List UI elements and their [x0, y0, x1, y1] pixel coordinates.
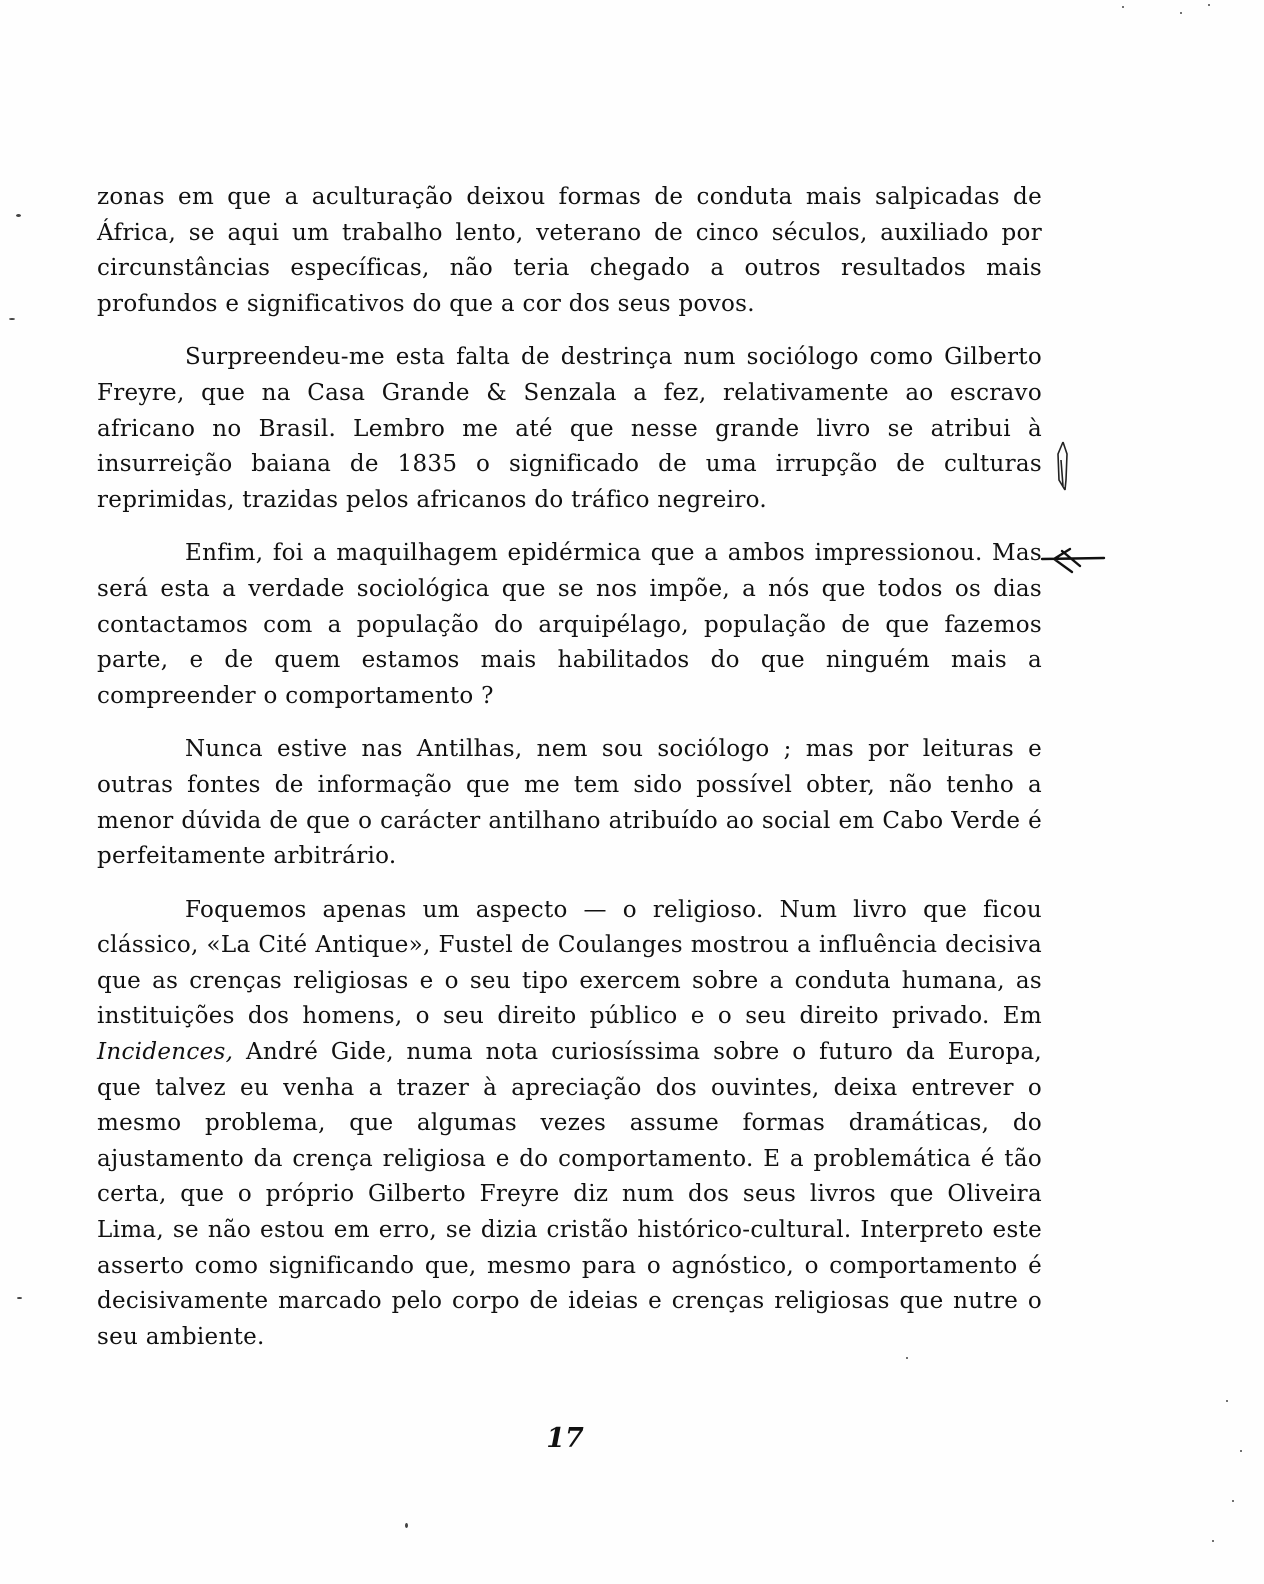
paragraph-text: Foquemos apenas um aspecto — o religioso. Num livro que ficou clássico, «La Cité Antique», Fustel de Coulanges mostrou a influência decisiva que as crenças religiosas e o seu tipo exercem sobre a conduta humana, as instituições dos homens, o seu direito público e o seu direito privado. Em: [97, 896, 1042, 1030]
paragraph-text: zonas em que a aculturação deixou formas de conduta mais salpicadas de África, se aqui um trabalho lento, veterano de cinco séculos, auxiliado por circunstâncias específicas, não teria chegado a outros resultados mais profundos e significativos do que a cor dos seus povos.: [97, 184, 1042, 317]
paragraph: [97, 180, 1042, 322]
paragraph-text: Surpreendeu-me esta falta de destrinça num sociólogo como Gilberto Freyre, que na Casa Grande & Senzala a fez, relativamente ao escravo africano no Brasil. Lembro me até que nesse grande livro se atribui à insurreição baiana de 1835 o significado de uma irrupção de culturas reprimidas, trazidas pelos africanos do tráfico negreiro.: [97, 344, 1042, 513]
scan-speck: [9, 318, 15, 320]
paragraph: [97, 893, 1042, 1356]
margin-arrow-mark-icon: [1040, 546, 1108, 576]
paragraph-text: André Gide, numa nota curiosíssima sobre o futuro da Europa, que talvez eu venha a trazer à apreciação dos ouvintes, deixa entrever o mesmo problema, que algumas vezes assume formas dramáticas, do ajustamento da crença religiosa e do comportamento. E a problemática é tão certa, que o próprio Gilberto Freyre diz num dos seus livros que Oliveira Lima, se não estou em erro, se dizia cristão histórico-cultural. Interpreto este asserto como significando que, mesmo para o agnóstico, o comportamento é decisivamente marcado pelo corpo de ideias e crenças religiosas que nutre o seu ambiente.: [97, 1039, 1042, 1350]
scan-speck: [1212, 1540, 1214, 1542]
paragraph: [97, 732, 1042, 874]
scan-speck: [906, 1357, 908, 1359]
paragraph: [97, 340, 1042, 518]
scan-speck: [405, 1523, 408, 1528]
scan-speck: [1180, 12, 1182, 14]
scan-speck: [1232, 1500, 1234, 1502]
scan-speck: [1208, 4, 1210, 6]
page-number: 17: [546, 1423, 584, 1454]
scan-speck: [16, 214, 21, 217]
scan-speck: [1122, 6, 1124, 8]
paragraph-text: Enfim, foi a maquilhagem epidérmica que a ambos impressionou. Mas será esta a verdade sociológica que se nos impõe, a nós que todos os dias contactamos com a população do arquipélago, população de que fazemos parte, e de quem estamos mais habilitados do que ninguém mais a compreender o comportamento ?: [97, 540, 1042, 709]
paragraph: [97, 536, 1042, 714]
paragraph-text: Nunca estive nas Antilhas, nem sou sociólogo ; mas por leituras e outras fontes de informação que me tem sido possível obter, não tenho a menor dúvida de que o carácter antilhano atribuído ao social em Cabo Verde é perfeitamente arbitrário.: [97, 736, 1042, 870]
italic-title-text: Incidences,: [97, 1039, 234, 1066]
body-text: [97, 180, 1042, 1373]
scan-speck: [1240, 1450, 1242, 1452]
margin-bracket-mark-icon: [1052, 440, 1074, 492]
scan-speck: [1226, 1400, 1228, 1402]
scan-speck: [17, 1297, 22, 1299]
